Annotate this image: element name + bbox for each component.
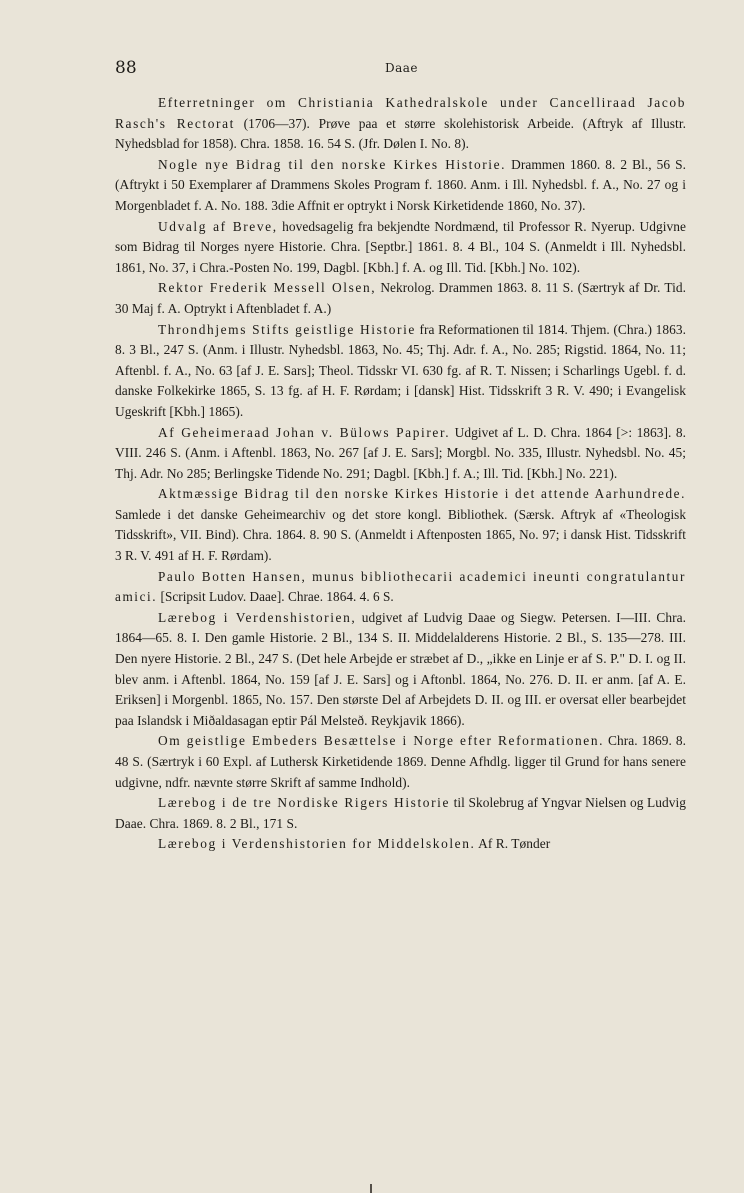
- work-details: Udgivet af L. D. Chra. 1864 [>: 1863]. 8. VIII. 246 S. (Anm. i Aftenbl. 1863, No. 267 [af J. E. Sars]; Morgbl. No. 335, Illustr. Nyhedsbl. No. 45; Thj. Adr. No 285; Berlingske Tidende No. 291; Dagbl. [Kbh.] f. A.; Ill. Tid. [Kbh.] No. 221).: [115, 424, 686, 481]
- work-details: Samlede i det danske Geheimearchiv og det store kongl. Bibliothek. (Særsk. Aftryk af «Theologisk Tidsskrift», VII. Bind). Chra. 1864. 8. 90 S. (Anmeldt i Aftenposten 1865, No. 97; i dansk Hist. Tidsskrift 3 R. V. 491 af H. F. Rørdam).: [115, 506, 686, 564]
- work-title: Lærebog i de tre Nordiske Rigers Historie: [158, 795, 450, 811]
- work-title: Rektor Frederik Messell Olsen,: [158, 280, 377, 296]
- work-title: Throndhjems Stifts geistlige Historie: [158, 321, 416, 337]
- work-details: Drammen 1860. 8. 2 Bl., 56 S. (Aftrykt i 50 Exemplarer af Drammens Skoles Program f. 1860. Anm. i Ill. Nyhedsbl. f. A., No. 27 og i Morgenbladet f. A. No. 188. 3die Affnit er optrykt i Norsk Kirketidende 1860, No. 37).: [115, 156, 686, 213]
- work-details: Chra. 1869. 8. 48 S. (Særtryk i 60 Expl. af Luthersk Kirketidende 1869. Denne Afhdlg. ligger til Grund for hans senere udgivne, ndfr. nævnte større Skrift af samme Indhold).: [115, 733, 686, 790]
- running-title: Daae: [385, 61, 419, 75]
- bibliography-entry: [115, 423, 686, 485]
- bibliography-list: [115, 93, 686, 855]
- work-details: fra Reformationen til 1814. Thjem. (Chra.) 1863. 8. 3 Bl., 247 S. (Anm. i Illustr. Nyhedsbl. 1863, No. 45; Thj. Adr. f. A., No. 285; Rigstid. 1864, No. 11; Aftenbl. f. A., No. 63 [af J. E. Sars]; Theol. Tidsskr VI. 630 fg. af R. T. Nissen; i Scharlings Ugebl. f. d. danske Folkekirke 1865, S. 13 fg. af H. F. Rørdam; i [dansk] Hist. Tidsskrift 3 R. V. 490; i Evangelisk Ugeskrift [Kbh.] 1865).: [115, 321, 686, 419]
- work-title: Aktmæssige Bidrag til den norske Kirkes Historie i det attende Aarhundrede.: [158, 486, 686, 502]
- bibliography-entry: [115, 320, 686, 423]
- work-details: Af R. Tønder: [475, 836, 551, 852]
- bibliography-entry: [115, 793, 686, 834]
- work-title: Nogle nye Bidrag til den norske Kirkes Historie.: [158, 156, 507, 172]
- work-title: Af Geheimeraad Johan v. Bülows Papirer.: [158, 424, 451, 440]
- work-details: hovedsagelig fra bekjendte Nordmænd, til Professor R. Nyerup. Udgivne som Bidrag til Norges nyere Historie. Chra. [Septbr.] 1861. 8. 4 Bl., 104 S. (Anmeldt i Ill. Nyhedsbl. 1861, No. 37, i Chra.-Posten No. 199, Dagbl. [Kbh.] f. A. og Ill. Tid. [Kbh.] No. 102).: [115, 218, 686, 275]
- work-title: Paulo Botten Hansen, munus bibliothecarii academici ineunti congratulantur amici.: [115, 568, 686, 605]
- work-details: til Skolebrug af Yngvar Nielsen og Ludvig Daae. Chra. 1869. 8. 2 Bl., 171 S.: [115, 795, 686, 831]
- bibliography-entry: [115, 93, 686, 155]
- bibliography-entry: [115, 484, 686, 566]
- bibliography-entry: [115, 155, 686, 217]
- work-title: Lærebog i Verdenshistorien,: [158, 609, 357, 625]
- bibliography-entry: [115, 834, 686, 855]
- work-title: Lærebog i Verdenshistorien for Middelskolen.: [158, 836, 476, 852]
- bibliography-entry: [115, 278, 686, 319]
- bibliography-entry: [115, 608, 686, 732]
- work-details: (1706—37). Prøve paa et større skolehistorisk Arbeide. (Aftryk af Illustr. Nyhedsblad for 1858). Chra. 1858. 16. 54 S. (Jfr. Dølen I. No. 8).: [115, 115, 686, 152]
- work-title: Udvalg af Breve,: [158, 218, 278, 234]
- work-details: [Scripsit Ludov. Daae]. Chrae. 1864. 4. 6 S.: [157, 589, 394, 605]
- bibliography-entry: [115, 731, 686, 793]
- bibliography-entry: [115, 217, 686, 279]
- page-number: 88: [115, 58, 137, 78]
- binding-mark: [370, 1184, 372, 1193]
- work-title: Om geistlige Embeders Besættelse i Norge efter Reformationen.: [158, 733, 605, 749]
- work-details: Nekrolog. Drammen 1863. 8. 11 S. (Særtryk af Dr. Tid. 30 Maj f. A. Optrykt i Aftenbladet f. A.): [115, 280, 686, 316]
- running-head: [0, 58, 744, 82]
- work-details: udgivet af Ludvig Daae og Siegw. Petersen. I—III. Chra. 1864—65. 8. I. Den gamle Historie. 2 Bl., 134 S. II. Middelalderens Historie. 2 Bl., S. 135—278. III. Den nyere Historie. 2 Bl., 247 S. (Det hele Arbejde er stræbet af D., „ikke en Linje er af S. P." D. I. og II. blev anm. i Aftenbl. 1864, No. 159 [af J. E. Sars] og i Aftonbl. 1864, No. 276. D. II. er anm. [af A. E. Eriksen] i Morgenbl. 1865, No. 157. Den største Del af Arbejdets D. II. og III. er oversat eller bearbejdet paa Islandsk i Miðaldasagan eptir Pál Melsteð. Reykjavik 1866).: [115, 609, 686, 728]
- bibliography-entry: [115, 567, 686, 608]
- work-title: Efterretninger om Christiania Kathedralskole under Cancelliraad Jacob Rasch's Rectorat: [115, 95, 686, 131]
